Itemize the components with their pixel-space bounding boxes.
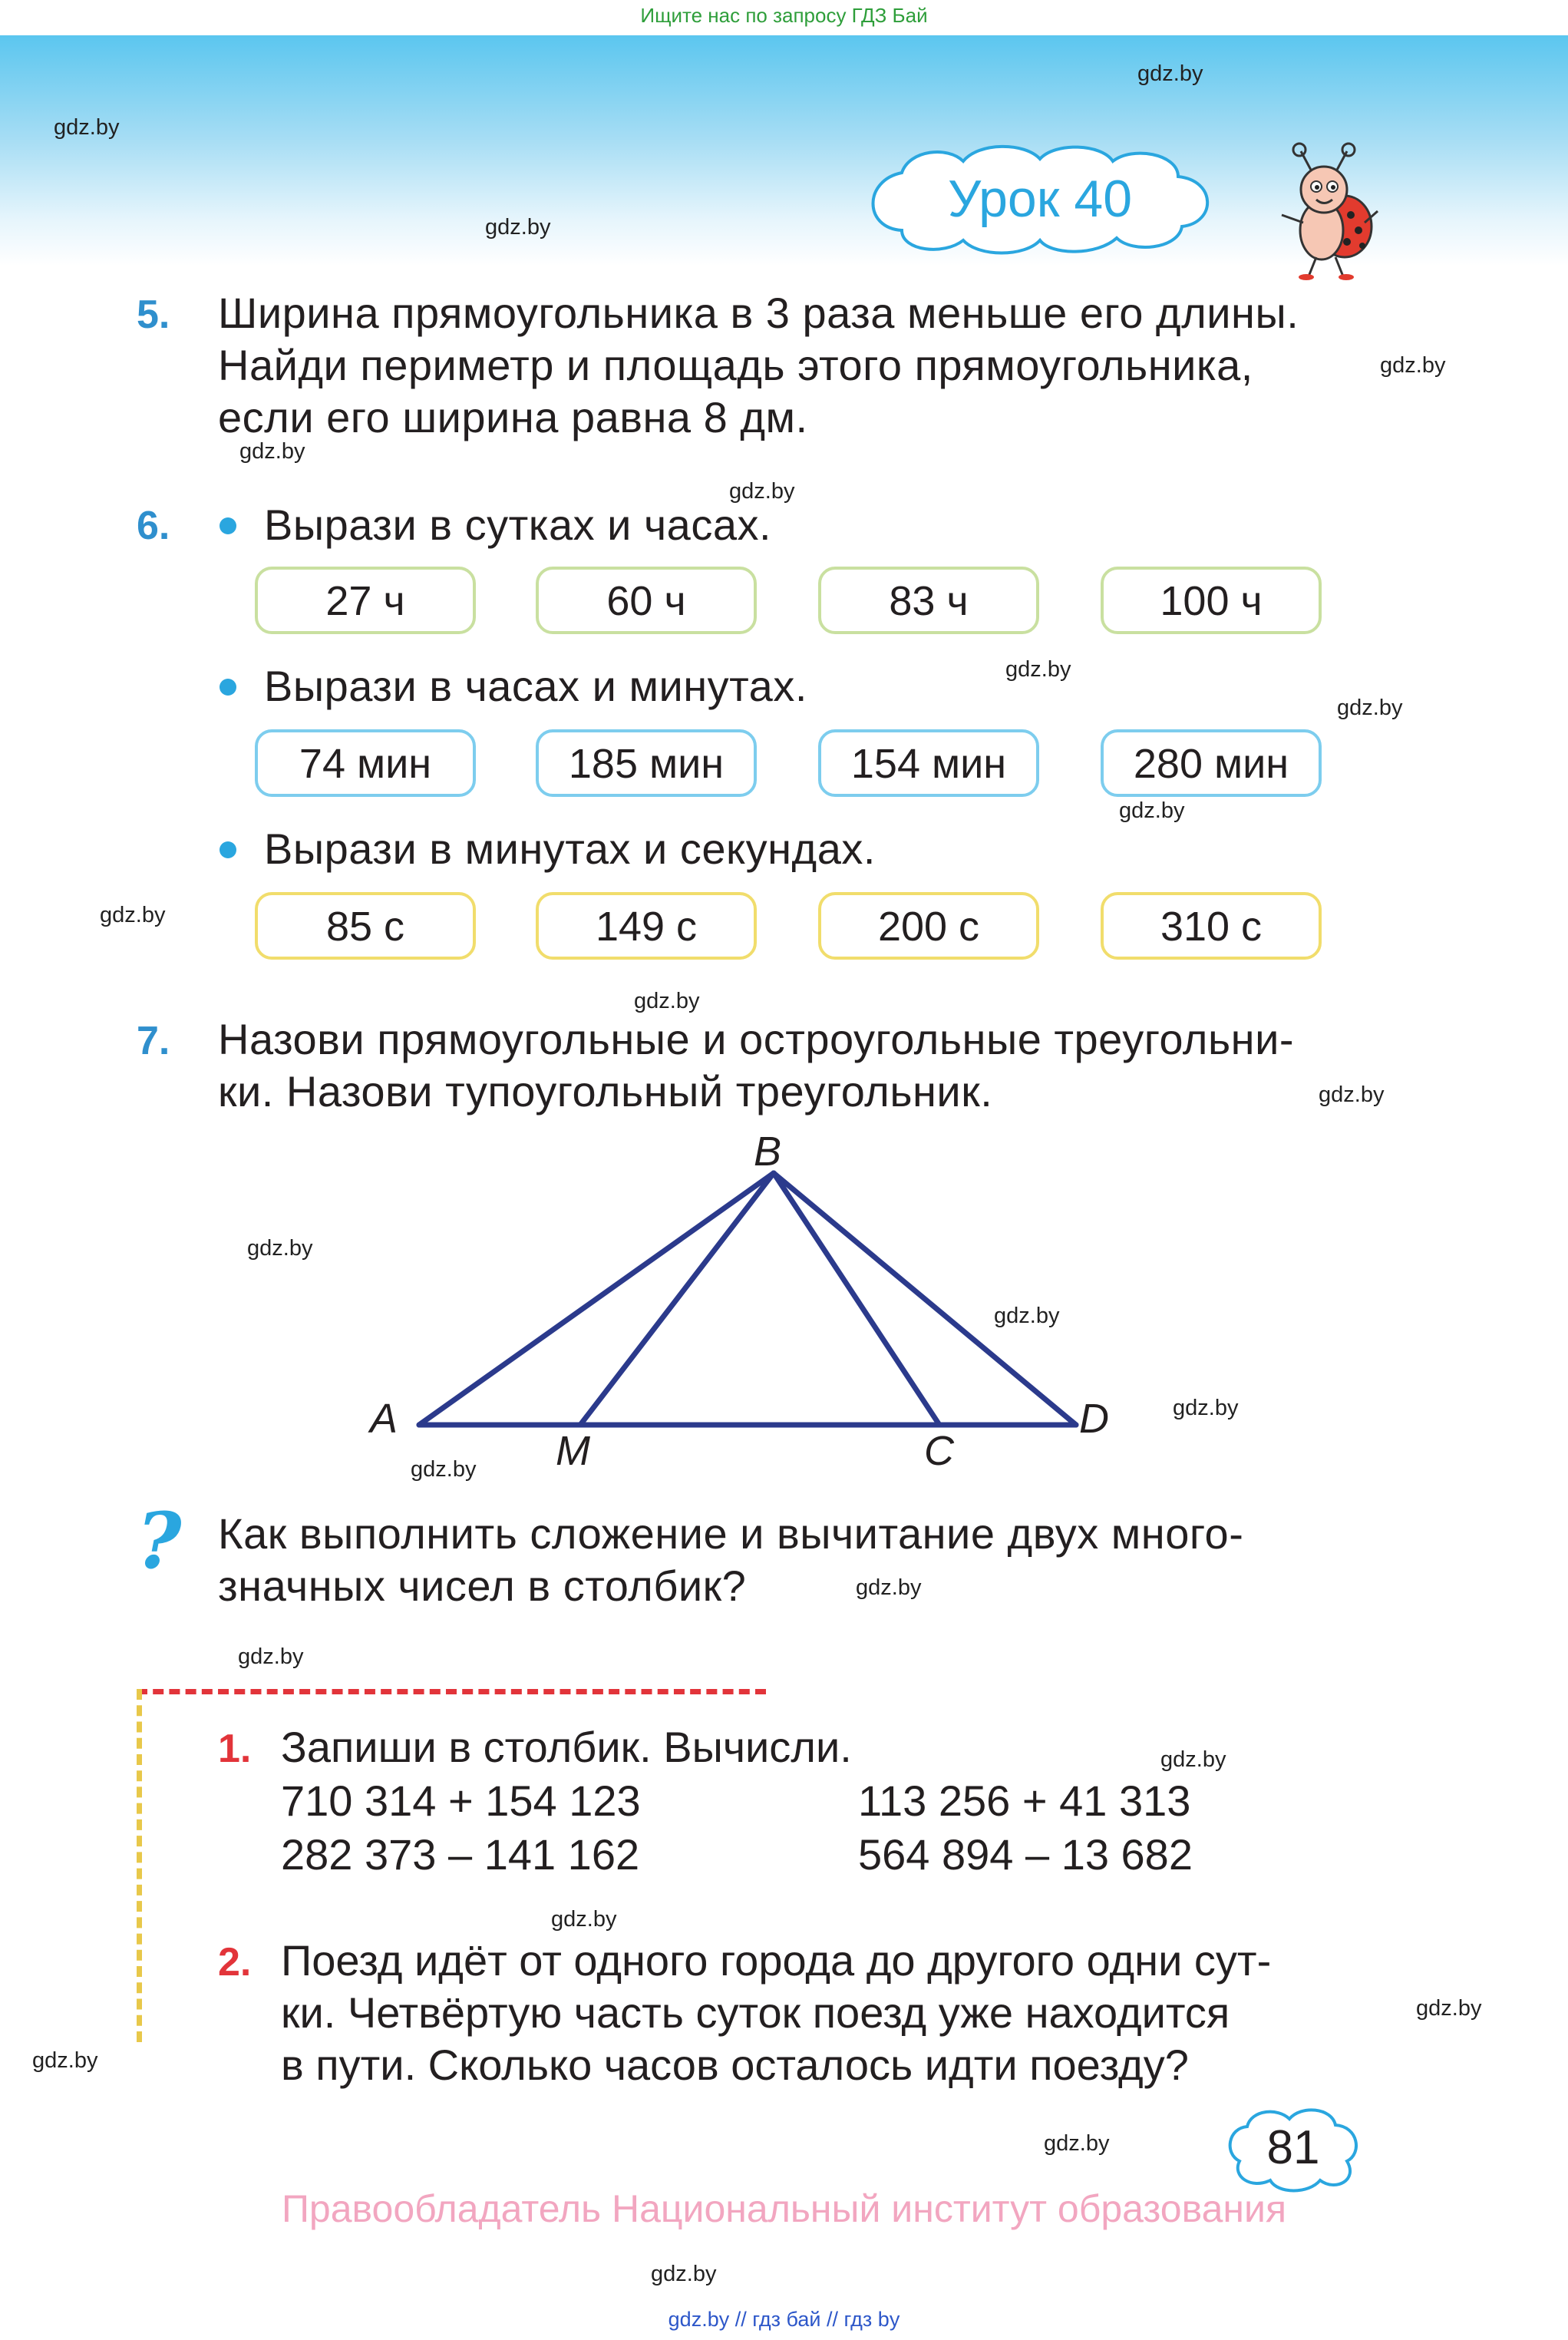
page-number: 81	[1266, 2121, 1320, 2174]
task-6-number: 6.	[137, 504, 170, 548]
homework-2-line: ки. Четвёртую часть суток поезд уже находится	[281, 1988, 1230, 2037]
point-label-a: A	[370, 1396, 398, 1442]
watermark: gdz.by	[634, 989, 700, 1013]
homework-2-line: Поезд идёт от одного города до другого одни сут-	[281, 1936, 1272, 1985]
link-gdz-bai[interactable]: гдз бай	[752, 2308, 821, 2331]
watermark: gdz.by	[1160, 1747, 1226, 1772]
watermark: gdz.by	[994, 1304, 1060, 1328]
watermark: gdz.by	[1044, 2131, 1110, 2156]
lesson-title: Урок 40	[947, 170, 1133, 228]
conversion-box: 200 с	[818, 892, 1039, 960]
watermark: gdz.by	[856, 1575, 922, 1600]
homework-1-number: 1.	[218, 1727, 252, 1771]
watermark: gdz.by	[551, 1907, 617, 1932]
task-6-instruction: Вырази в сутках и часах.	[264, 501, 772, 549]
task-7-text	[218, 1013, 1294, 1118]
bullet-icon	[220, 517, 236, 534]
top-note: Ищите нас по запросу ГДЗ Бай	[640, 4, 928, 27]
bullet-icon	[220, 679, 236, 696]
homework-1-instruction: Запиши в столбик. Вычисли.	[281, 1723, 852, 1771]
conversion-box: 154 мин	[818, 729, 1039, 797]
bullet-icon	[220, 841, 236, 858]
watermark: gdz.by	[1137, 61, 1203, 86]
link-gdz-by-ru[interactable]: гдз by	[843, 2308, 900, 2331]
question-line: Как выполнить сложение и вычитание двух много-	[218, 1509, 1244, 1558]
task-5-number: 5.	[137, 292, 170, 337]
homework-frame-top	[137, 1689, 766, 1694]
conversion-box: 74 мин	[255, 729, 476, 797]
point-label-d: D	[1079, 1396, 1109, 1442]
point-label-b: B	[754, 1129, 782, 1175]
expression: 282 373 – 141 162	[281, 1830, 640, 1879]
point-label-c: C	[924, 1428, 954, 1474]
expression: 113 256 + 41 313	[858, 1776, 1191, 1825]
homework-2-line: в пути. Сколько часов осталось идти поезду?	[281, 2041, 1189, 2089]
link-separator: //	[827, 2308, 839, 2331]
copyright: Правообладатель Национальный институт образования	[281, 2187, 1287, 2230]
question-text	[218, 1508, 1243, 1612]
expression: 564 894 – 13 682	[858, 1830, 1193, 1879]
conversion-box: 149 с	[536, 892, 757, 960]
watermark: gdz.by	[651, 2262, 717, 2286]
conversion-box: 100 ч	[1101, 567, 1322, 634]
watermark: gdz.by	[100, 903, 166, 927]
homework-2-number: 2.	[218, 1940, 252, 1985]
conversion-box: 27 ч	[255, 567, 476, 634]
triangle-figure	[353, 1121, 1151, 1489]
point-label-m: M	[556, 1428, 590, 1474]
homework-2-text	[281, 1935, 1271, 2091]
bottom-links	[0, 2308, 1568, 2332]
question-mark-icon	[130, 1505, 192, 1581]
ladybug-icon	[1274, 142, 1381, 280]
watermark: gdz.by	[32, 2048, 98, 2073]
segment-ab	[419, 1173, 774, 1425]
watermark: gdz.by	[411, 1457, 477, 1482]
expression: 710 314 + 154 123	[281, 1776, 641, 1825]
task-5-line: если его ширина равна 8 дм.	[218, 393, 808, 441]
watermark: gdz.by	[1380, 353, 1446, 378]
watermark: gdz.by	[238, 1644, 304, 1669]
link-separator: //	[734, 2308, 747, 2331]
watermark: gdz.by	[1005, 657, 1071, 682]
conversion-box: 83 ч	[818, 567, 1039, 634]
conversion-box: 280 мин	[1101, 729, 1322, 797]
segment-bm	[580, 1173, 774, 1425]
link-gdz-by[interactable]: gdz.by	[668, 2308, 730, 2331]
task-6-instruction: Вырази в минутах и секундах.	[264, 825, 876, 873]
conversion-box: 185 мин	[536, 729, 757, 797]
task-5-text	[218, 287, 1299, 444]
task-6-instruction: Вырази в часах и минутах.	[264, 662, 807, 710]
svg-text:?: ?	[137, 1505, 182, 1581]
watermark: gdz.by	[54, 115, 120, 140]
watermark: gdz.by	[1319, 1082, 1385, 1107]
conversion-box: 85 с	[255, 892, 476, 960]
conversion-box: 310 с	[1101, 892, 1322, 960]
task-7-number: 7.	[137, 1019, 170, 1063]
watermark: gdz.by	[1416, 1996, 1482, 2021]
watermark: gdz.by	[1119, 798, 1185, 823]
watermark: gdz.by	[729, 479, 795, 504]
task-7-line: Назови прямоугольные и остроугольные треугольни-	[218, 1015, 1295, 1063]
watermark: gdz.by	[239, 439, 305, 464]
watermark: gdz.by	[485, 215, 551, 240]
watermark: gdz.by	[1173, 1396, 1239, 1420]
watermark: gdz.by	[247, 1236, 313, 1261]
task-5-line: Ширина прямоугольника в 3 раза меньше его длины.	[218, 289, 1299, 337]
watermark: gdz.by	[1337, 696, 1403, 720]
homework-frame-left	[137, 1689, 142, 2042]
segment-bd	[774, 1173, 1076, 1425]
question-line: значных чисел в столбик?	[218, 1562, 747, 1610]
conversion-box: 60 ч	[536, 567, 757, 634]
task-5-line: Найди периметр и площадь этого прямоугольника,	[218, 341, 1253, 389]
segment-bc	[774, 1173, 939, 1425]
task-7-line: ки. Назови тупоугольный треугольник.	[218, 1067, 993, 1115]
